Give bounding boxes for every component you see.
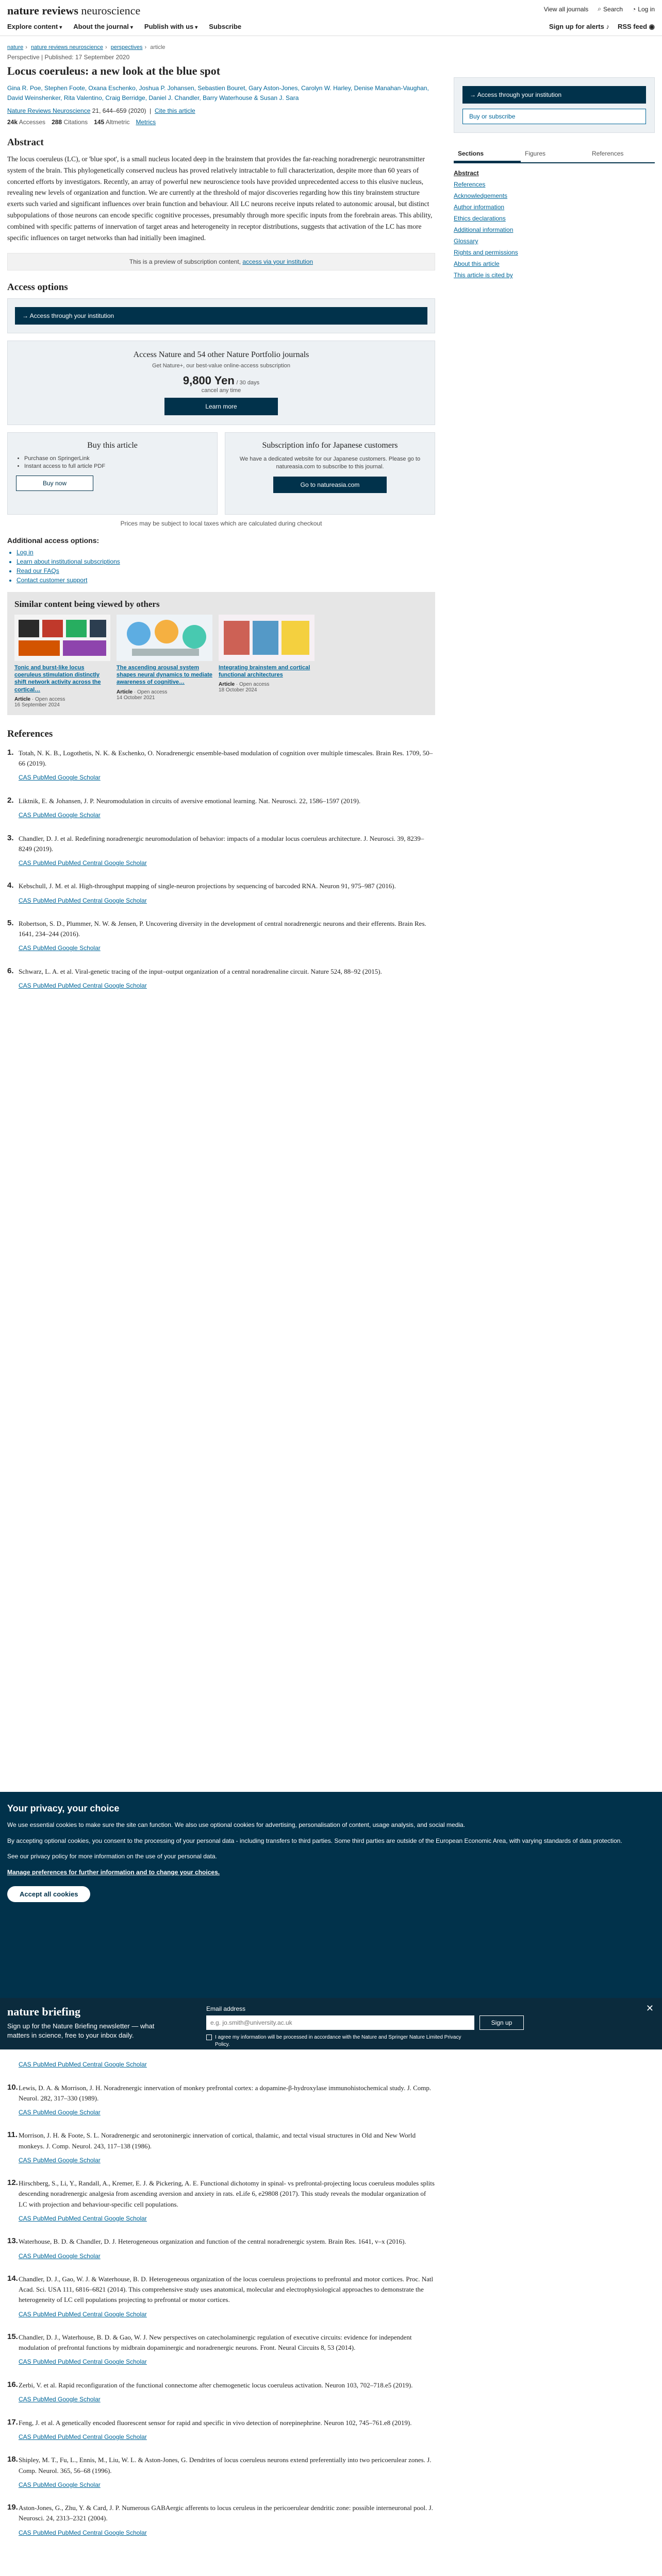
rss-feed-link[interactable] [618, 23, 655, 31]
reference-item [7, 2178, 435, 2223]
nature-briefing-banner [0, 1998, 662, 2049]
card-type: Article [14, 696, 31, 702]
toc-item-acknowledgements[interactable]: Acknowledgements [454, 192, 508, 199]
toc-item-glossary[interactable]: Glossary [454, 238, 478, 245]
japan-subscription-text: We have a dedicated website for our Japanese customers. Please go to natureasia.com to subscribe to this journal. [239, 455, 421, 470]
reference-number: 3. [7, 833, 14, 842]
sidebar [454, 77, 655, 281]
reference-number: 13. [7, 2236, 18, 2246]
institutional-subscriptions-link[interactable]: • Learn about institutional subscriptions [16, 557, 435, 566]
logo-neuroscience: neuroscience [81, 4, 141, 17]
reference-links[interactable]: CAS PubMed Google Scholar [19, 2396, 101, 2403]
access-options-heading: Access options [7, 281, 68, 293]
reference-links[interactable]: CAS PubMed Google Scholar [19, 811, 101, 819]
consent-checkbox[interactable] [206, 2035, 212, 2040]
buy-article-box [7, 432, 218, 515]
nav-publish[interactable] [144, 23, 197, 30]
similar-card[interactable] [219, 615, 315, 708]
subscription-period: / 30 days [236, 379, 260, 386]
reference-text: Waterhouse, B. D. & Chandler, D. J. Heterogeneous organization and function of the central noradrenergic system. Brain Res. 1641, v–x (2016). [19, 2238, 406, 2246]
japan-subscription-box [225, 432, 435, 515]
learn-more-button[interactable]: Learn more [164, 398, 278, 415]
reference-text: Kebschull, J. M. et al. High-throughput mapping of single-neuron projections by sequencing of barcoded RNA. Neuron 91, 975–987 (2016). [19, 882, 396, 890]
cookie-heading: Your privacy, your choice [7, 1803, 120, 1814]
reference-number: 2. [7, 795, 14, 805]
abstract-text: The locus coeruleus (LC), or 'blue spot', is a small nucleus located deep in the brainstem that provides the far-reaching noradrenergic neurotransmitter system of the brain. This phylogenetically conserved nucleus has proved relatively intractable to full characterization, despite more than 60 years of concerted efforts by investigators. Recently, an array of powerful new neuroscience tools have provided unprecedented access to this elusive nucleus, revealing new levels of organization and function. We are currently at the threshold of major discoveries regarding how this tiny brainstem structure exerts such varied and significant influences over brain function and behaviour. All LC neurons receive inputs related to autonomic arousal, but distinct subpopulations of those neurons can encode specific cognitive processes, presumably through more specific inputs from the forebrain areas. This ability, combined with specific patterns of innervation of target areas and heterogeneity in receptor distributions, suggests that activation of the LC has more specific influences on target networks than had initially been imagined. [7, 155, 433, 242]
citations-metric [52, 118, 88, 126]
citations-count: 288 [52, 118, 62, 126]
briefing-text: Sign up for the Nature Briefing newsletter — what matters in science, free to your inbox daily. [7, 2022, 155, 2040]
briefing-signup-button[interactable]: Sign up [479, 2015, 524, 2030]
top-links [544, 5, 655, 13]
reference-body [19, 2130, 435, 2165]
cancel-note: cancel any time [201, 387, 241, 394]
reference-number [7, 2056, 19, 2070]
reference-text: Hirschberg, S., Li, Y., Randall, A., Kremer, E. J. & Pickering, A. E. Functional dichotomy in spinal- vs prefrontal-projecting locus coeruleus modules splits descending noradrenergic analgesia from ascending aversion and anxiety in rats. eLife 6, e29808 (2017). This study reveals the modular organization of LC with projection and behaviour-specific cell populations. [19, 2179, 435, 2208]
reference-number: 1. [7, 748, 14, 757]
reference-links[interactable]: CAS PubMed PubMed Central Google Scholar [19, 896, 147, 904]
login-link[interactable]: • Log in [16, 548, 435, 557]
reference-item [7, 2418, 435, 2442]
reference-item [7, 2130, 435, 2165]
reference-number: 5. [7, 919, 14, 928]
similar-content-heading: Similar content being viewed by others [14, 599, 160, 609]
reference-body [19, 2056, 435, 2070]
reference-item [7, 881, 435, 905]
cookie-text-2: By accepting optional cookies, you consent to the processing of your personal data - including transfers to third parties. Some third parties are outside of the European Economic Area, with varying standards of data protection. [7, 1837, 622, 1844]
alerts-label: Sign up for alerts [549, 23, 604, 30]
reference-number: 10. [7, 2082, 18, 2092]
reference-number: 6. [7, 967, 14, 976]
subscription-box [7, 341, 435, 425]
reference-body [19, 881, 435, 905]
similar-cards [14, 615, 428, 708]
preview-text: This is a preview of subscription content, [129, 258, 241, 265]
close-icon[interactable]: ✕ [646, 2003, 654, 2013]
tab-sections[interactable]: Sections [454, 146, 521, 162]
journal-citation: Nature Reviews Neuroscience 21, 644–659 (2020) | Cite this article [7, 107, 195, 114]
card-date: 18 October 2024 [219, 687, 257, 693]
briefing-logo: nature briefing [7, 2005, 80, 2018]
user-icon: ◔ [632, 5, 636, 13]
reference-links[interactable]: CAS PubMed PubMed Central Google Scholar [19, 2433, 147, 2441]
reference-body [19, 2418, 435, 2442]
breadcrumb-sep: › [144, 44, 147, 50]
reference-text: Chandler, D. J., Waterhouse, B. D. & Gao, W. J. New perspectives on catecholaminergic regulation of executive circuits: evidence for independent modulation of prefrontal functions by midbrain dopaminergic and noradrenergic neurons. Front. Neural Circuits 8, 53 (2014). [19, 2333, 412, 2352]
reference-links[interactable]: CAS PubMed PubMed Central Google Scholar [19, 859, 147, 867]
references-section [7, 728, 435, 991]
card-open-access: Open access [35, 696, 65, 702]
reference-text: Zerbi, V. et al. Rapid reconfiguration of the functional connectome after chemogenetic locus coeruleus activation. Neuron 103, 702–718.e5 (2019). [19, 2381, 413, 2389]
breadcrumb-article: article [150, 44, 166, 50]
reference-body [19, 2455, 435, 2489]
additional-access [7, 536, 435, 585]
toc-item-rights[interactable]: Rights and permissions [454, 249, 518, 256]
reference-body [19, 834, 435, 868]
nav-about-label: About the journal [73, 23, 129, 30]
additional-access-heading: Additional access options: [7, 536, 100, 545]
reference-links[interactable]: CAS PubMed PubMed Central Google Scholar [19, 2310, 147, 2318]
article-meta: Perspective | Published: 17 September 2020 [7, 54, 130, 61]
reference-links[interactable]: CAS PubMed Google Scholar [19, 2108, 101, 2116]
reference-text: Feng, J. et al. A genetically encoded fluorescent sensor for rapid and specific in vivo detection of norepinephrine. Neuron 102, 745–761.e8 (2019). [19, 2418, 412, 2427]
breadcrumb [7, 44, 168, 50]
reference-links[interactable]: CAS PubMed Google Scholar [19, 774, 101, 782]
accept-all-cookies-button[interactable]: Accept all cookies [7, 1886, 90, 1902]
sidebar-buy-subscribe-button[interactable]: Buy or subscribe [462, 109, 646, 124]
reference-text: Chandler, D. J. et al. Redefining noradrenergic neuromodulation of behavior: impacts of a modular locus coeruleus architecture. J. Neurosci. 39, 8239–8249 (2019). [19, 834, 424, 853]
breadcrumb-sep: › [25, 44, 27, 50]
card-meta: Article · Open access 14 October 2021 [117, 689, 168, 701]
search-link[interactable] [598, 5, 623, 13]
reference-links[interactable]: CAS PubMed PubMed Central Google Scholar [19, 2061, 147, 2068]
reference-item [7, 2503, 435, 2537]
alerts-area [549, 23, 655, 31]
card-thumbnail [219, 615, 315, 661]
card-date: 16 September 2024 [14, 702, 60, 708]
reference-links[interactable]: CAS PubMed PubMed Central Google Scholar [19, 2358, 147, 2366]
arrow-right-icon: → [470, 91, 477, 98]
similar-card[interactable] [117, 615, 212, 708]
similar-card[interactable] [14, 615, 110, 708]
toc-item-abstract[interactable]: Abstract [454, 170, 479, 177]
abstract-heading: Abstract [7, 137, 44, 148]
reference-number: 15. [7, 2332, 18, 2342]
reference-text: Shipley, M. T., Fu, L., Ennis, M., Liu, W. L. & Aston-Jones, G. Dendrites of locus coeruleus neurons extend preferentially into two pericoerulear zones. J. Comp. Neurol. 365, 56–68 (1996). [19, 2456, 432, 2475]
reference-number: 4. [7, 881, 14, 890]
reference-item [7, 748, 435, 783]
accesses-label: Accesses [19, 118, 46, 126]
toc-item-author-information[interactable]: Author information [454, 204, 505, 211]
cookie-text-1: We use essential cookies to make sure the site can function. We also use optional cookies for advertising, personalisation of content, usage analysis, and social media. [7, 1821, 466, 1828]
access-institution-label: Access through your institution [29, 312, 114, 319]
reference-body [19, 2083, 435, 2117]
reference-links[interactable]: CAS PubMed PubMed Central Google Scholar [19, 2529, 147, 2536]
subscription-price: 9,800 Yen [183, 374, 235, 387]
similar-content [7, 592, 435, 715]
nav-explore-label: Explore content [7, 23, 58, 30]
reference-item [7, 967, 435, 991]
reference-item [7, 2380, 435, 2404]
login-link[interactable] [632, 5, 655, 13]
reference-text: Liktnik, E. & Johansen, J. P. Neuromodulation in circuits of aversive emotional learning. Nat. Neurosci. 22, 1586–1597 (2019). [19, 796, 361, 805]
purchase-options [7, 432, 435, 515]
reference-text: Robertson, S. D., Plummer, N. W. & Jensen, P. Uncovering diversity in the development of central noradrenergic neurons and their efferents. Brain Res. 1641, 234–244 (2016). [19, 920, 426, 938]
natureasia-button[interactable]: Go to natureasia.com [273, 477, 387, 493]
reference-item [7, 2455, 435, 2489]
reference-item [7, 2056, 435, 2070]
card-title[interactable]: Tonic and burst-like locus coeruleus stimulation distinctly shift network activity across the cortical… [14, 664, 101, 693]
card-date: 14 October 2021 [117, 694, 155, 701]
reference-item [7, 796, 435, 820]
journal-logo[interactable] [7, 4, 140, 18]
card-meta: Article · Open access 18 October 2024 [219, 682, 270, 693]
bell-icon: ♪ [606, 23, 609, 30]
reference-body [19, 796, 435, 820]
reference-text: Morrison, J. H. & Foote, S. L. Noradrenergic and serotoninergic innervation of cortical, thalamic, and tectal visual structures in Old and New World monkeys. J. Comp. Neurol. 243, 117–138 (1986). [19, 2131, 416, 2150]
reference-item [7, 2083, 435, 2117]
breadcrumb-journal[interactable]: nature reviews neuroscience [30, 44, 103, 50]
buy-article-features [24, 455, 209, 469]
buy-now-button[interactable]: Buy now [16, 476, 93, 491]
briefing-consent [206, 2034, 474, 2048]
buy-feature: • Instant access to full article PDF [24, 463, 209, 469]
reference-number: 19. [7, 2503, 18, 2512]
access-institution-link[interactable]: access via your institution [242, 258, 313, 265]
article-metrics [7, 118, 435, 126]
toc-item-ethics[interactable]: Ethics declarations [454, 215, 506, 222]
accesses-metric [7, 118, 45, 126]
reference-links[interactable]: CAS PubMed PubMed Central Google Scholar [19, 2214, 147, 2222]
altmetric-metric [94, 118, 129, 126]
nav-publish-label: Publish with us [144, 23, 194, 30]
reference-body [19, 919, 435, 953]
sidebar-access-institution-button[interactable] [462, 86, 646, 104]
logo-nature-reviews: nature reviews [7, 4, 78, 17]
cite-article-link[interactable]: Cite this article [154, 107, 195, 114]
journal-link[interactable]: Nature Reviews Neuroscience [7, 107, 91, 114]
volume-info: 21, 644–659 (2020) [92, 107, 146, 114]
chevron-down-icon: ▾ [195, 25, 198, 30]
buy-feature: • Purchase on SpringerLink [24, 455, 209, 462]
sign-up-alerts-link[interactable] [549, 23, 609, 31]
breadcrumb-nature[interactable]: nature [7, 44, 24, 50]
sidebar-access-label: Access through your institution [477, 91, 562, 98]
subscription-title: Access Nature and 54 other Nature Portfolio journals [133, 350, 309, 359]
reference-body [19, 2178, 435, 2223]
references-list [7, 748, 435, 991]
card-type: Article [117, 689, 133, 695]
search-label: Search [603, 5, 623, 13]
reference-body [19, 2236, 435, 2261]
consent-text: I agree my information will be processed in accordance with the Nature and Springer Nature Limited Privacy Policy. [215, 2035, 461, 2047]
reference-number: 18. [7, 2455, 18, 2464]
breadcrumb-sep: › [105, 44, 107, 50]
institution-access-box [7, 298, 435, 333]
tab-references[interactable]: References [592, 150, 624, 157]
references-heading: References [7, 728, 53, 739]
nav-subscribe[interactable]: Subscribe [209, 23, 242, 30]
toc-item-about-article[interactable]: About this article [454, 260, 500, 267]
reference-body [19, 2332, 435, 2367]
reference-item [7, 919, 435, 953]
subscription-price-row [17, 374, 425, 387]
rss-icon: ◉ [649, 23, 655, 30]
references-list-continued [7, 2056, 435, 2537]
preview-note [7, 253, 435, 270]
arrow-right-icon: → [22, 312, 30, 319]
reference-text: Schwarz, L. A. et al. Viral-genetic tracing of the input–output organization of a central noradrenaline circuit. Nature 524, 88–92 (2015). [19, 968, 382, 976]
toc-item-references[interactable]: References [454, 181, 486, 188]
site-header [0, 0, 662, 36]
reference-text: Aston-Jones, G., Zhu, Y. & Card, J. P. Numerous GABAergic afferents to locus ceruleus in the pericoerulear dendritic zone: possible interneuronal pool. J. Neurosci. 24, 2313–2321 (2004). [19, 2504, 433, 2522]
card-meta: Article · Open access 16 September 2024 [14, 696, 65, 708]
altmetric-label: Altmetric [105, 118, 130, 126]
card-title[interactable]: Integrating brainstem and cortical functional architectures [219, 664, 310, 679]
card-thumbnail [117, 615, 212, 661]
reference-text: Chandler, D. J., Gao, W. J. & Waterhouse, B. D. Heterogeneous organization of the locus coeruleus projections to prefrontal and motor cortices. Proc. Natl Acad. Sci. USA 111, 6816–6821 (2014). This comprehensive study uses anatomical, molecular and electrophysiological approaches to demonstrate the heterogeneity of LC cell populations projecting to prefrontal or motor cortices. [19, 2275, 434, 2304]
reference-body [19, 748, 435, 783]
chevron-down-icon: ▾ [59, 25, 62, 30]
altmetric-count: 145 [94, 118, 105, 126]
metrics-link[interactable]: Metrics [136, 118, 156, 126]
nav-explore-content[interactable] [7, 23, 62, 30]
reference-body [19, 2380, 435, 2404]
tab-figures[interactable]: Figures [525, 150, 546, 157]
reference-item [7, 2274, 435, 2319]
reference-number: 14. [7, 2274, 18, 2283]
reference-number: 17. [7, 2417, 18, 2427]
reference-item [7, 2236, 435, 2261]
citations-label: Citations [63, 118, 88, 126]
subscription-subtitle: Get Nature+, our best-value online-access subscription [152, 362, 291, 369]
references-continued [7, 2056, 435, 2551]
reference-body [19, 2274, 435, 2319]
chevron-down-icon: ▾ [130, 25, 133, 30]
cookie-text-3[interactable]: See our privacy policy for more information on the use of your personal data. [7, 1853, 217, 1860]
reference-number: 11. [7, 2130, 18, 2140]
additional-access-list [7, 548, 435, 585]
author-list[interactable]: Gina R. Poe, Stephen Foote, Oxana Eschenko, Joshua P. Johansen, Sebastien Bouret, Gary Aston-Jones, Carolyn W. Harley, Denise Manahan-Vaughan, David Weinshenker, Rita Valentino, Craig Berridge, Daniel J. Chandler, Barry Waterhouse & Susan J. Sara [7, 84, 429, 101]
sidebar-tabs [454, 146, 655, 163]
reference-links[interactable]: CAS PubMed Google Scholar [19, 2156, 101, 2164]
reference-body [19, 2503, 435, 2537]
reference-item [7, 2332, 435, 2367]
buy-article-title: Buy this article [87, 440, 138, 450]
view-all-journals-link[interactable]: View all journals [543, 5, 589, 13]
card-open-access: Open access [239, 682, 270, 688]
card-open-access: Open access [137, 689, 168, 695]
reference-links[interactable]: CAS PubMed PubMed Central Google Scholar [19, 982, 147, 990]
customer-support-link[interactable]: • Contact customer support [16, 575, 435, 585]
search-icon: ⌕ [598, 5, 602, 12]
rss-label: RSS feed [617, 23, 648, 30]
japan-subscription-title: Subscription info for Japanese customers [262, 440, 398, 450]
reference-links[interactable]: CAS PubMed Google Scholar [19, 2481, 101, 2488]
reference-number: 16. [7, 2380, 18, 2389]
cookie-banner [0, 1792, 662, 1998]
reference-links[interactable]: CAS PubMed Google Scholar [19, 944, 101, 952]
article-main [7, 54, 435, 1004]
reference-text: Lewis, D. A. & Morrison, J. H. Noradrenergic innervation of monkey prefrontal cortex: a dopamine-β-hydroxylase immunohistochemical study. J. Comp. Neurol. 282, 317–330 (1989). [19, 2083, 432, 2102]
manage-preferences-link[interactable]: Manage preferences for further information and to change your choices. [7, 1868, 220, 1876]
faq-link[interactable]: • Read our FAQs [16, 566, 435, 575]
breadcrumb-perspectives[interactable]: perspectives [110, 44, 143, 50]
email-input[interactable] [206, 2015, 474, 2030]
reference-links[interactable]: CAS PubMed Google Scholar [19, 2252, 101, 2260]
table-of-contents [454, 167, 655, 281]
card-title[interactable]: The ascending arousal system shapes neural dynamics to mediate awareness of cognitive… [117, 664, 212, 686]
login-label: Log in [638, 5, 655, 13]
main-nav [7, 23, 241, 30]
sidebar-access-box [454, 77, 655, 133]
article-title: Locus coeruleus: a new look at the blue spot [7, 64, 221, 77]
accesses-count: 24k [7, 118, 18, 126]
toc-item-cited-by[interactable]: This article is cited by [454, 272, 513, 279]
reference-number: 12. [7, 2178, 18, 2188]
reference-item [7, 834, 435, 868]
email-label: Email address [206, 2005, 246, 2012]
card-type: Article [219, 682, 235, 688]
toc-item-additional-information[interactable]: Additional information [454, 226, 514, 233]
reference-text: Totah, N. K. B., Logothetis, N. K. & Eschenko, O. Noradrenergic ensemble-based modulation of cognition over multiple timescales. Brain Res. 1709, 50–66 (2019). [19, 749, 433, 768]
access-institution-button[interactable] [15, 307, 427, 325]
card-thumbnail [14, 615, 110, 661]
prices-note: Prices may be subject to local taxes which are calculated during checkout [120, 519, 322, 527]
nav-about-journal[interactable] [73, 23, 133, 30]
reference-body [19, 967, 435, 991]
